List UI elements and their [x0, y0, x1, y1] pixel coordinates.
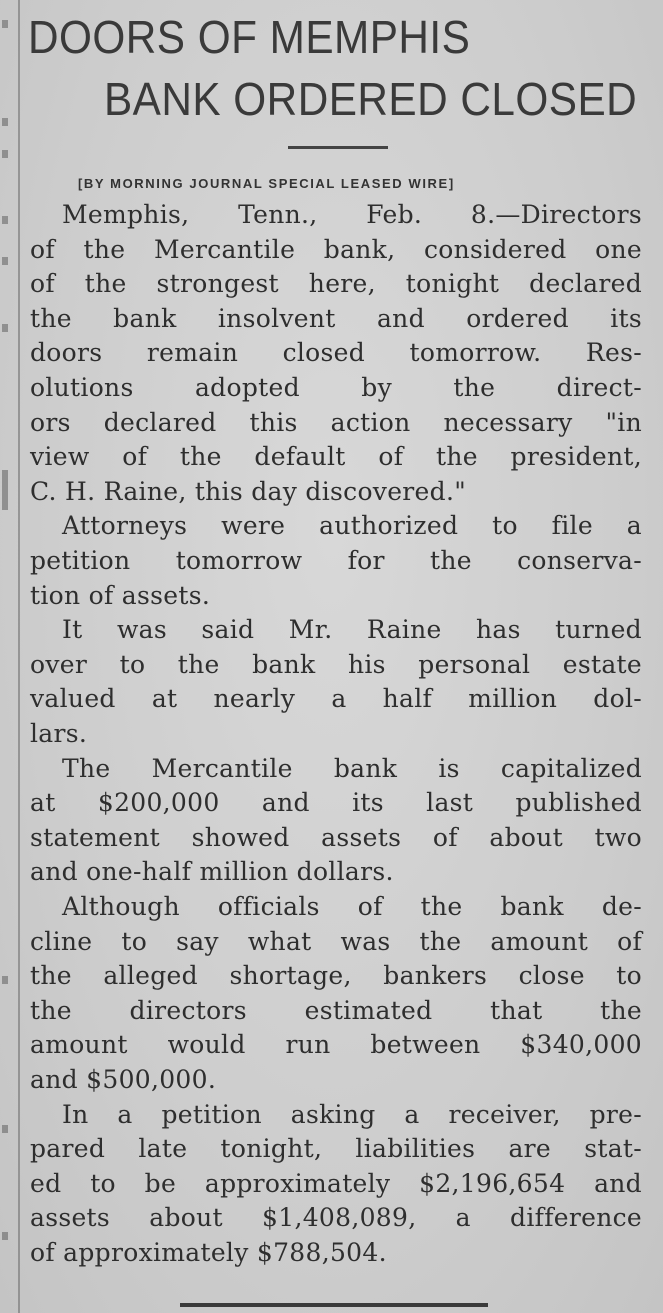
article-line: doors remain closed tomorrow. Res-: [30, 338, 642, 368]
column-rule: [18, 0, 20, 1313]
article-line: olutions adopted by the direct-: [30, 373, 642, 402]
headline-rule: [288, 146, 388, 149]
article-line: the bank insolvent and ordered its: [30, 303, 642, 333]
article-line: Attorneys were authorized to file a: [62, 511, 642, 541]
ink-fragment: [2, 216, 8, 224]
adjacent-column-fragment: [0, 0, 14, 1313]
article-line: petition tomorrow for the conserva-: [30, 546, 642, 575]
ink-fragment: [2, 118, 8, 126]
article-line: Although officials of the bank de-: [62, 892, 642, 921]
ink-fragment: [2, 324, 8, 332]
article-line: lars.: [30, 719, 88, 748]
article-line: ed to be approximately $2,196,654 and: [30, 1168, 642, 1198]
article-line: tion of assets.: [30, 580, 211, 610]
article-line: cline to say what was the amount of: [30, 926, 642, 956]
article-line: Memphis, Tenn., Feb. 8.—Directors: [62, 200, 642, 229]
article-line: assets about $1,408,089, a difference: [30, 1203, 642, 1233]
dateline: [BY MORNING JOURNAL SPECIAL LEASED WIRE]: [78, 176, 455, 191]
ink-fragment: [2, 1232, 8, 1240]
article-line: amount would run between $340,000: [30, 1030, 642, 1060]
ink-fragment: [2, 257, 8, 265]
article-line: and one-half million dollars.: [30, 857, 394, 887]
article-line: ors declared this action necessary "in: [30, 407, 642, 437]
article-line: C. H. Raine, this day discovered.": [30, 476, 467, 506]
article-line: the directors estimated that the: [30, 995, 642, 1025]
article-line: and $500,000.: [30, 1065, 217, 1094]
ink-fragment: [2, 470, 8, 510]
article-line: over to the bank his personal estate: [30, 649, 642, 679]
ink-fragment: [2, 150, 8, 158]
article-line: In a petition asking a receiver, pre-: [62, 1099, 642, 1129]
ink-fragment: [2, 976, 8, 984]
ink-fragment: [2, 20, 8, 28]
article-line: at $200,000 and its last published: [30, 788, 642, 818]
article-line: statement showed assets of about two: [30, 822, 642, 852]
article-line: of the strongest here, tonight declared: [30, 269, 642, 299]
article-end-rule: [180, 1303, 488, 1307]
ink-fragment: [2, 1125, 8, 1133]
article-line: the alleged shortage, bankers close to: [30, 961, 642, 991]
article-line: valued at nearly a half million dol-: [30, 684, 642, 714]
article-line: It was said Mr. Raine has turned: [62, 615, 642, 645]
headline-line-2: BANK ORDERED CLOSED: [104, 73, 638, 125]
article-line: of the Mercantile bank, considered one: [30, 234, 642, 264]
article-line: pared late tonight, liabilities are stat-: [30, 1134, 642, 1164]
article-line: The Mercantile bank is capitalized: [62, 753, 642, 783]
article-line: view of the default of the president,: [30, 442, 642, 472]
article-line: of approximately $788,504.: [30, 1238, 387, 1267]
headline-line-1: DOORS OF MEMPHIS: [28, 11, 471, 63]
